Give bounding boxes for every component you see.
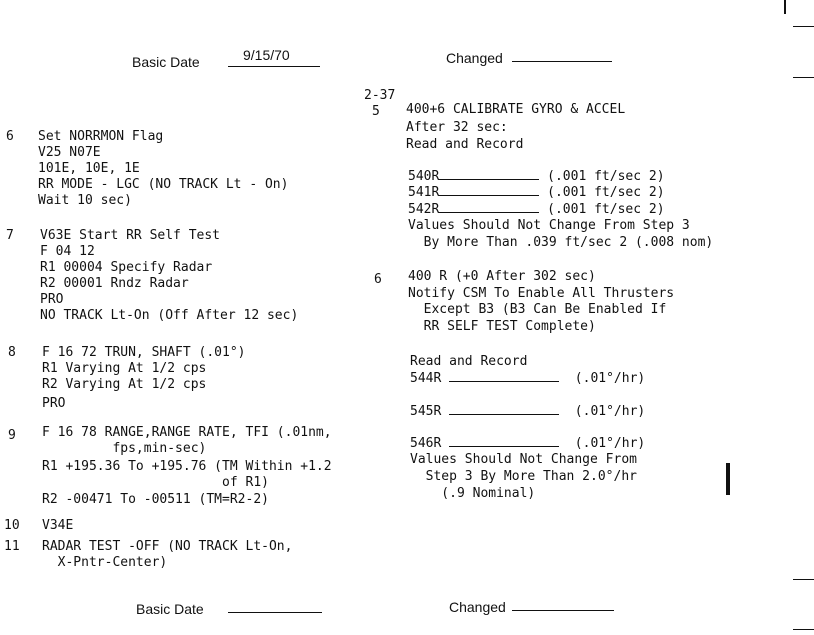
step-line: R1 +195.36 To +195.76 (TM Within +1.2 [42, 459, 332, 474]
step-line: V63E Start RR Self Test [40, 228, 221, 243]
note-line: Values Should Not Change From [410, 452, 637, 467]
note-line: Step 3 By More Than 2.0°/hr [410, 469, 637, 484]
record-label: 545R [410, 404, 442, 419]
note-line: (.9 Nominal) [410, 486, 536, 501]
step-number: 10 [4, 518, 20, 533]
record-unit: (.001 ft/sec 2) [547, 185, 665, 200]
step-line: Wait 10 sec) [38, 193, 132, 208]
edge-mark [793, 629, 814, 630]
note-line: By More Than .039 ft/sec 2 (.008 nom) [408, 235, 714, 250]
record-label: 540R [408, 169, 440, 184]
step-number: 8 [8, 345, 16, 360]
record-label: 544R [410, 371, 442, 386]
step-line: F 16 72 TRUN, SHAFT (.01°) [42, 345, 246, 360]
record-blank [439, 201, 539, 213]
read-record-label: Read and Record [410, 354, 528, 369]
record-row [408, 201, 665, 218]
edge-mark [793, 77, 814, 78]
step-line: PRO [40, 292, 64, 307]
record-label: 546R [410, 436, 442, 451]
step-line: RR SELF TEST Complete) [408, 319, 596, 334]
step-line: After 32 sec: [406, 120, 508, 135]
footer-changed-label: Changed [449, 599, 506, 615]
step-line: R1 Varying At 1/2 cps [42, 361, 207, 376]
record-unit: (.001 ft/sec 2) [547, 202, 665, 217]
change-bar [726, 463, 730, 495]
record-blank [439, 168, 539, 180]
note-line: Values Should Not Change From Step 3 [408, 218, 690, 233]
edge-mark [793, 579, 814, 580]
page-reference: 2-37 [364, 88, 396, 103]
record-blank [449, 403, 559, 415]
record-unit: (.01°/hr) [574, 436, 646, 451]
step-line: V25 N07E [38, 145, 101, 160]
header-basic-date-value: 9/15/70 [243, 47, 290, 63]
record-unit: (.01°/hr) [574, 371, 646, 386]
footer-basic-date-label: Basic Date [136, 601, 204, 617]
step-number: 9 [8, 428, 16, 443]
step-line: NO TRACK Lt-On (Off After 12 sec) [40, 308, 299, 323]
step-line: V34E [42, 518, 74, 533]
step-line: F 04 12 [40, 244, 95, 259]
step-line: R2 00001 Rndz Radar [40, 276, 189, 291]
step-number: 6 [6, 129, 14, 144]
step-line: 400 R (+0 After 302 sec) [408, 269, 596, 284]
step-line: Read and Record [406, 137, 524, 152]
step-line: 400+6 CALIBRATE GYRO & ACCEL [406, 102, 626, 117]
header-date-underline [228, 66, 320, 67]
record-blank [449, 435, 559, 447]
step-number: 7 [6, 228, 14, 243]
record-blank [439, 184, 539, 196]
step-number: 6 [374, 272, 382, 287]
step-line: PRO [42, 396, 66, 411]
record-row [410, 403, 645, 420]
footer-date-underline [228, 612, 322, 613]
step-line: 101E, 10E, 1E [38, 161, 140, 176]
record-blank [449, 370, 559, 382]
step-line: R2 Varying At 1/2 cps [42, 377, 207, 392]
record-unit: (.001 ft/sec 2) [547, 169, 665, 184]
record-row [408, 184, 665, 201]
header-changed-underline [512, 61, 612, 62]
step-line: of R1) [42, 475, 269, 490]
header-changed-label: Changed [446, 50, 503, 66]
edge-mark [793, 26, 814, 27]
step-line: R2 -00471 To -00511 (TM=R2-2) [42, 492, 269, 507]
step-line: X-Pntr-Center) [42, 555, 168, 570]
step-line: Set NORRMON Flag [38, 129, 164, 144]
step-number: 11 [4, 539, 20, 554]
step-line: R1 00004 Specify Radar [40, 260, 213, 275]
step-line: F 16 78 RANGE,RANGE RATE, TFI (.01nm, [42, 425, 332, 440]
record-row [410, 435, 645, 452]
step-line: RADAR TEST -OFF (NO TRACK Lt-On, [42, 539, 293, 554]
record-label: 541R [408, 185, 440, 200]
record-label: 542R [408, 202, 440, 217]
step-number: 5 [372, 104, 380, 119]
step-line: fps,min-sec) [42, 441, 207, 456]
header-basic-date-label: Basic Date [132, 54, 200, 70]
edge-mark [784, 0, 786, 14]
record-row [408, 168, 665, 185]
record-row [410, 370, 645, 387]
footer-changed-underline [512, 610, 614, 611]
step-line: RR MODE - LGC (NO TRACK Lt - On) [38, 177, 289, 192]
record-unit: (.01°/hr) [574, 404, 646, 419]
step-line: Notify CSM To Enable All Thrusters [408, 286, 675, 301]
step-line: Except B3 (B3 Can Be Enabled If [408, 302, 667, 317]
